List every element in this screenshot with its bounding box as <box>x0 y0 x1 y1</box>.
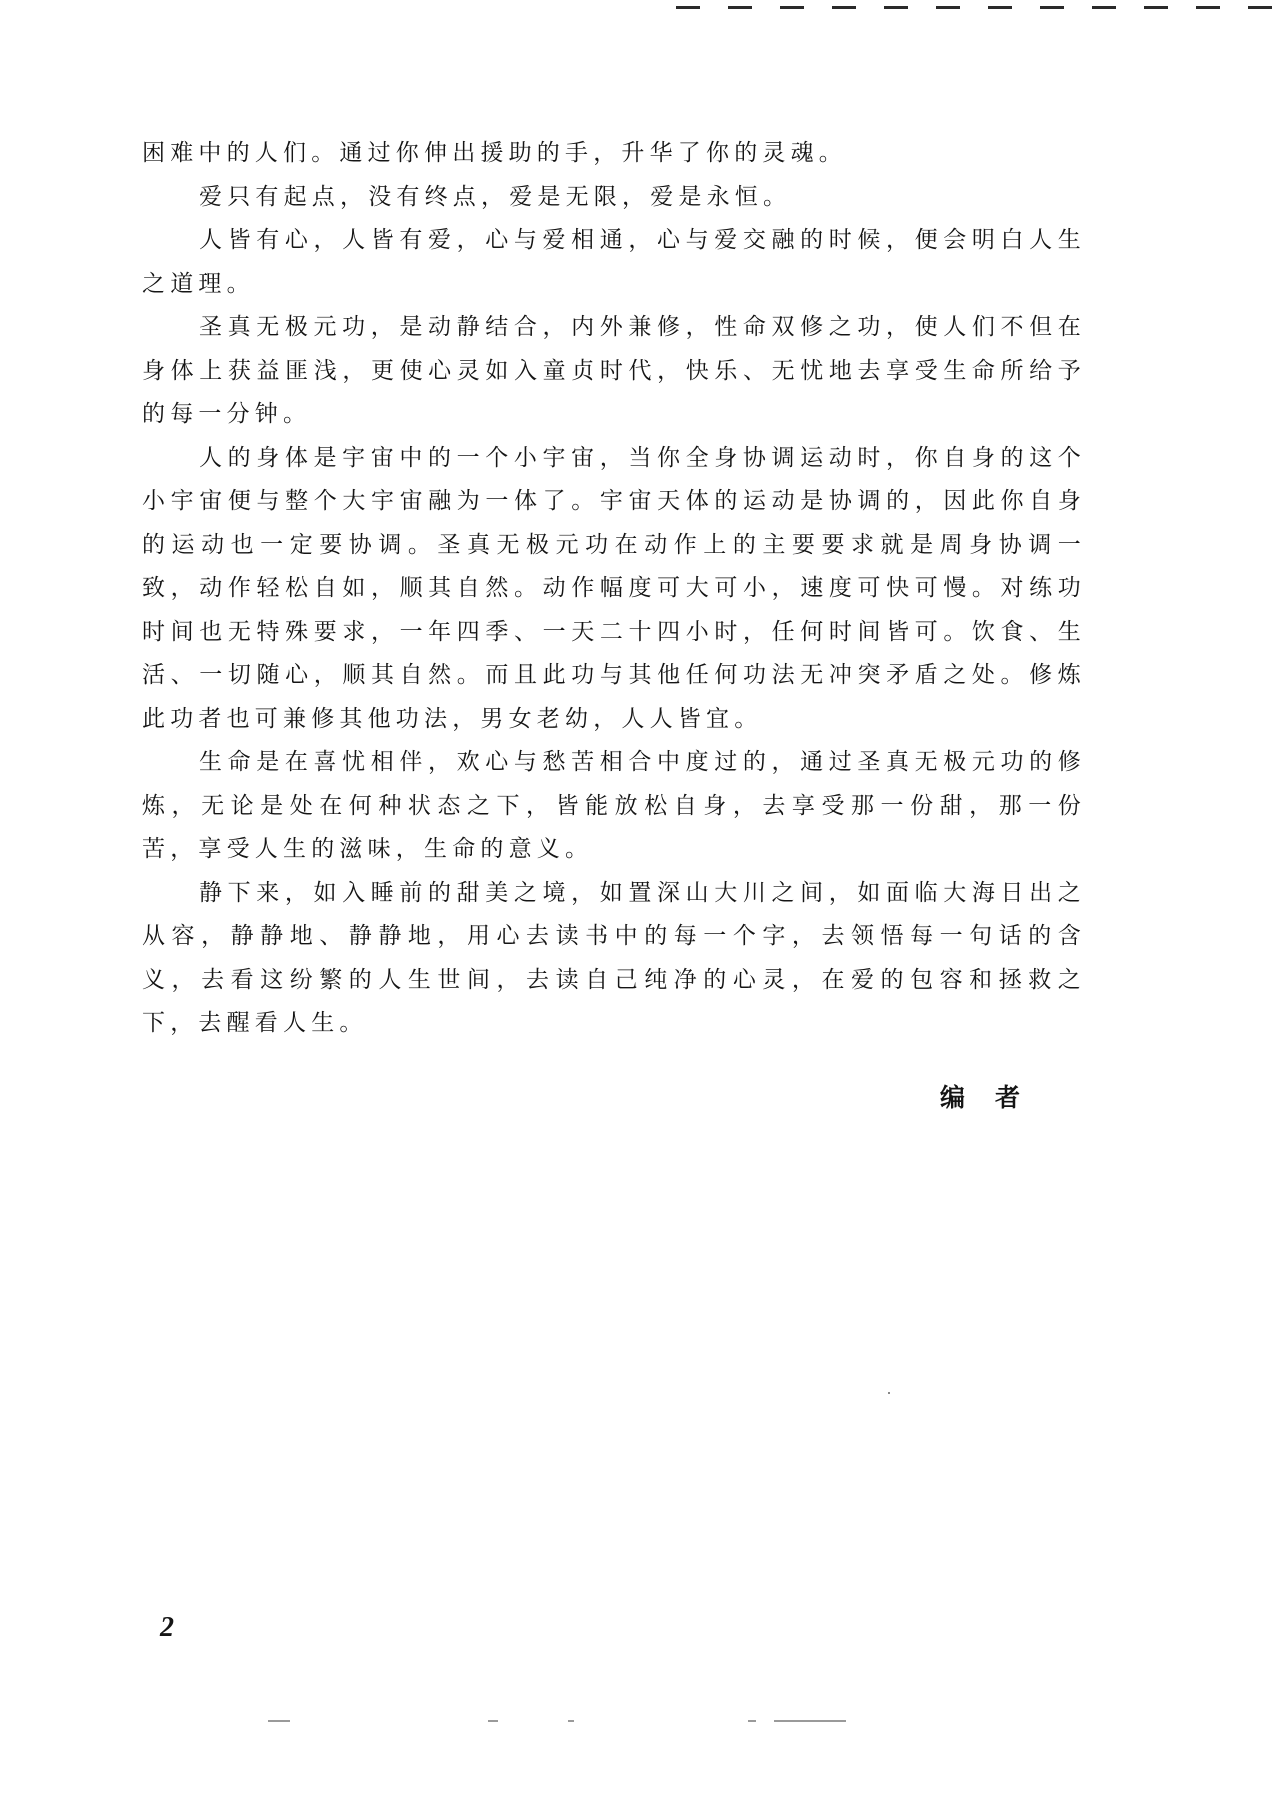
scan-artifact-mark <box>774 1720 846 1722</box>
paragraph-5: 人的身体是宇宙中的一个小宇宙，当你全身协调运动时，你自身的这个小宇宙便与整个大宇宙融为一体了。宇宙天体的运动是协调的，因此你自身的运动也一定要协调。圣真无极元功在动作上的主要要求就是周身协调一致，动作轻松自如，顺其自然。动作幅度可大可小，速度可快可慢。对练功时间也无特殊要求，一年四季、一天二十四小时，任何时间皆可。饮食、生活、一切随心，顺其自然。而且此功与其他任何功法无冲突矛盾之处。修炼此功者也可兼修其他功法，男女老幼，人人皆宜。 <box>142 444 1086 732</box>
editor-signature: 编者 <box>940 1083 1051 1112</box>
preface-body <box>142 132 1086 1046</box>
top-edge-dash-rule <box>676 6 1276 9</box>
paragraph-4: 圣真无极元功，是动静结合，内外兼修，性命双修之功，使人们不但在身体上获益匪浅，更使心灵如入童贞时代，快乐、无忧地去享受生命所给予的每一分钟。 <box>142 314 1086 427</box>
page-number: 2 <box>160 1612 174 1643</box>
paragraph-2: 爱只有起点，没有终点，爱是无限，爱是永恒。 <box>199 183 792 210</box>
scan-artifact-mark <box>268 1720 290 1722</box>
paragraph-7: 静下来，如入睡前的甜美之境，如置深山大川之间，如面临大海日出之从容，静静地、静静地，用心去读书中的每一个字，去领悟每一句话的含义，去看这纷繁的人生世间，去读自己纯净的心灵，在爱的包容和拯救之下，去醒看人生。 <box>142 879 1086 1036</box>
paragraph-3: 人皆有心，人皆有爱，心与爱相通，心与爱交融的时候，便会明白人生之道理。 <box>142 227 1086 297</box>
scan-artifact-mark <box>748 1720 756 1722</box>
scan-artifact-mark <box>568 1720 574 1722</box>
scan-artifact-mark <box>488 1720 498 1722</box>
paragraph-1-continued: 困难中的人们。通过你伸出援助的手，升华了你的灵魂。 <box>142 140 847 166</box>
scan-speck <box>888 1392 890 1394</box>
paragraph-6: 生命是在喜忧相伴，欢心与愁苦相合中度过的，通过圣真无极元功的修炼，无论是处在何种状态之下，皆能放松自身，去享受那一份甜，那一份苦，享受人生的滋味，生命的意义。 <box>142 749 1086 862</box>
